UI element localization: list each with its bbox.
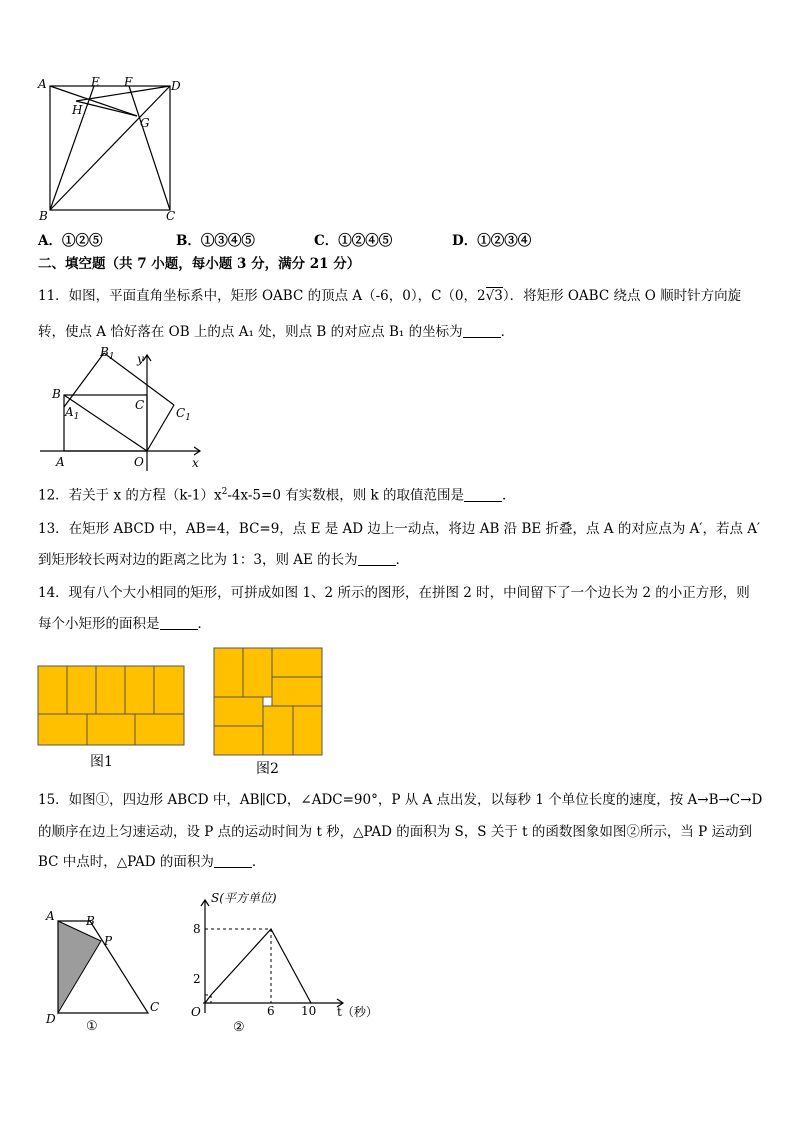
q10-square-figure (36, 76, 196, 224)
c1-o (147, 405, 174, 451)
label-c: C (166, 209, 176, 223)
label-b: B (39, 209, 48, 223)
line-bd (50, 86, 170, 210)
caption-fig1: 图1 (90, 754, 113, 770)
option-c[interactable]: C．①②④⑤ (314, 233, 393, 249)
q15-line3: BC 中点时，△PAD 的面积为 ． (38, 854, 266, 870)
answer-blank[interactable] (160, 615, 198, 630)
tick-10: 10 (301, 1004, 317, 1018)
caption-fig2: 图2 (256, 761, 279, 777)
label-b: B (86, 914, 95, 928)
option-a[interactable]: A．①②⑤ (38, 233, 103, 249)
label-f: F (124, 76, 133, 89)
t-axis-label: t（秒） (337, 1005, 378, 1019)
tick-2: 2 (193, 972, 201, 986)
q12-line: 12．若关于 x 的方程$(k-1)x^2-4x-5=0$ 有实数根，则 k 的取值范围是 ． (38, 487, 516, 504)
caption-fig-2: ② (233, 1020, 245, 1035)
answer-blank[interactable] (463, 323, 501, 338)
label-d: D (46, 1012, 56, 1026)
label-a: A (46, 909, 55, 923)
q11-line2: 转，使点 A 恰好落在 OB 上的点 A₁ 处，则点 B 的对应点 B₁ 的坐标为 ． (38, 324, 515, 340)
label-c: C (135, 398, 145, 412)
answer-blank[interactable] (358, 551, 396, 566)
label-d: D (171, 79, 181, 93)
label-b1: $B_1$ (100, 345, 115, 362)
answer-blank[interactable] (214, 853, 252, 868)
label-a1: $A_1$ (65, 405, 80, 422)
label-c1: $C_1$ (176, 406, 191, 423)
option-b[interactable]: B．①③④⑤ (176, 233, 255, 249)
q13-line2: 到矩形较长两对边的距离之比为 1：3，则 AE 的长为 ． (38, 552, 410, 568)
graph-line (205, 929, 311, 1003)
q15-line2: 的顺序在边上匀速运动，设 P 点的运动时间为 t 秒，△PAD 的面积为 S，S 关于 t 的函数图象如图②所示，当 P 运动到 (38, 824, 753, 840)
line-ag (50, 86, 137, 116)
label-a: A (38, 77, 47, 91)
origin-o: O (191, 1005, 201, 1019)
s-axis-label: S(平方单位) (211, 891, 277, 905)
label-h: H (72, 103, 83, 117)
label-p: P (104, 934, 113, 948)
label-g: G (140, 116, 150, 130)
q14-figure1 (37, 665, 187, 747)
label-e: E (91, 76, 100, 89)
label-o: O (134, 455, 144, 469)
section-heading: 二、填空题（共 7 小题，每小题 3 分，满分 21 分） (38, 256, 361, 272)
line-hg (76, 101, 137, 116)
label-x: x (192, 456, 199, 470)
q14-line2: 每个小矩形的面积是 ． (38, 616, 211, 632)
q11-line1: 11．如图，平面直角坐标系中，矩形 OABC 的顶点 A（-6，0），C（0，2√3）．将矩形 OABC 绕点 O 顺时针方向旋 (38, 288, 742, 304)
q11-figure (36, 343, 211, 473)
q15-figure2 (185, 888, 385, 1038)
q15-line1: 15．如图①，四边形 ABCD 中，AB∥CD，∠ADC=90°，P 从 A 点出发，以每秒 1 个单位长度的速度，按 A→B→C→D (38, 792, 763, 808)
answer-blank[interactable] (464, 487, 502, 502)
q14-line1: 14．现有八个大小相同的矩形，可拼成如图 1、2 所示的图形，在拼图 2 时，中间留下了一个边长为 2 的小正方形，则 (38, 585, 750, 601)
tick-8: 8 (193, 922, 201, 936)
option-d[interactable]: D．①②③④ (452, 233, 532, 249)
q13-line1: 13．在矩形 ABCD 中，AB=4，BC=9，点 E 是 AD 边上一动点，将边 AB 沿 BE 折叠，点 A 的对应点为 A′，若点 A′ (38, 521, 761, 537)
label-y: y (137, 352, 144, 366)
shaded-triangle-pad (58, 921, 101, 1013)
b1-a1 (64, 353, 104, 407)
tick-6: 6 (267, 1004, 275, 1018)
caption-fig-1: ① (86, 1019, 98, 1034)
label-b: B (52, 387, 61, 401)
q15-figure1 (38, 905, 168, 1035)
label-c: C (150, 1000, 160, 1014)
line-cf (129, 86, 170, 210)
label-a: A (56, 455, 65, 469)
q14-figure2 (213, 647, 323, 757)
